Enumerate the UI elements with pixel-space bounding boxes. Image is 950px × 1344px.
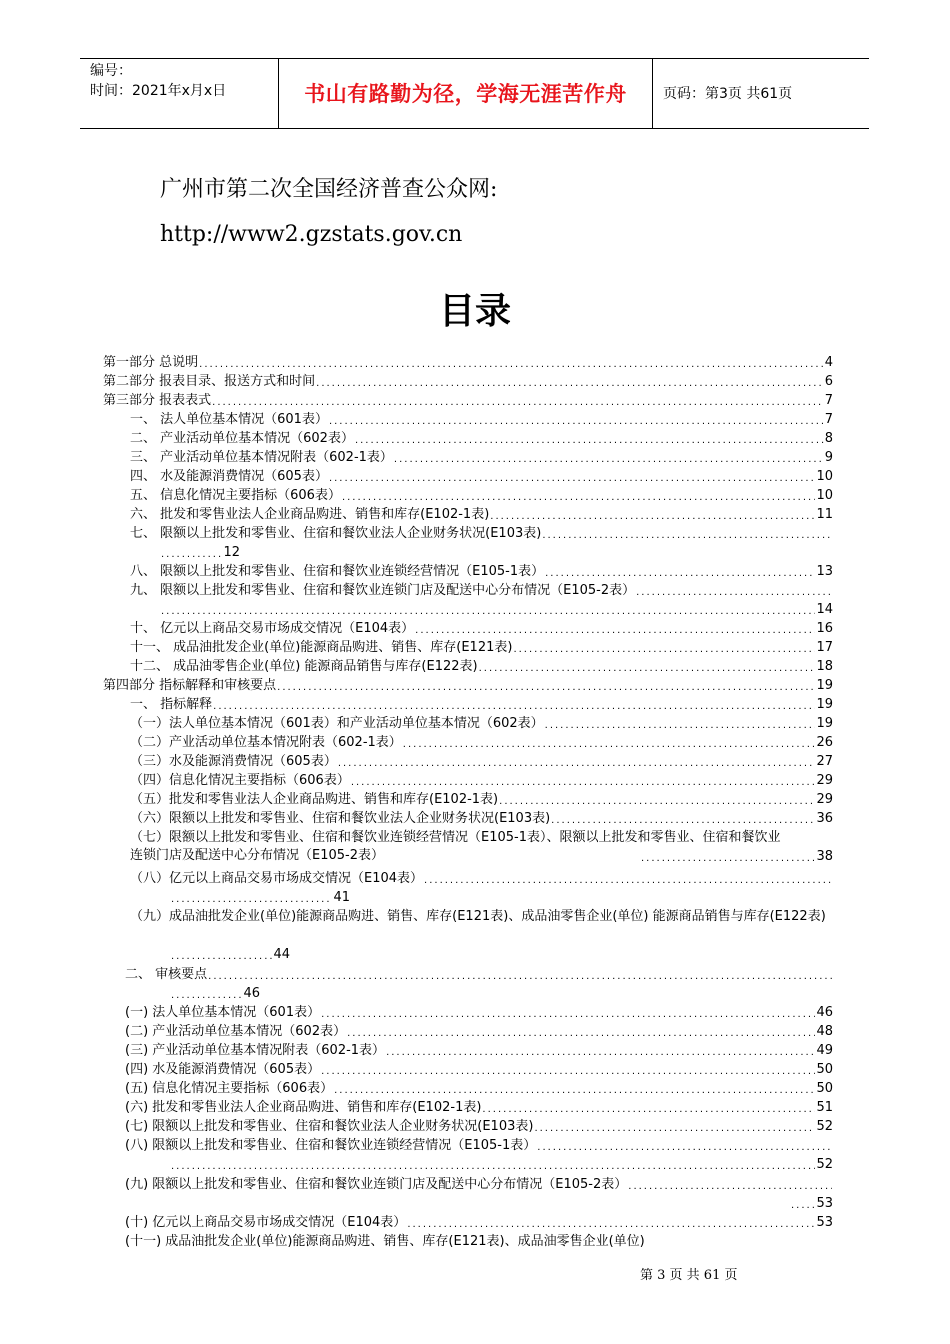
toc-label: （一）法人单位基本情况（601表）和产业活动单位基本情况（602表） bbox=[130, 716, 544, 731]
toc-leader bbox=[791, 1199, 815, 1213]
toc-page: 11 bbox=[816, 507, 833, 522]
toc-label: （三）水及能源消费情况（605表） bbox=[130, 754, 337, 769]
toc-label: 三、 产业活动单位基本情况附表（602-1表） bbox=[130, 450, 393, 465]
toc-leader bbox=[545, 719, 816, 733]
toc-label: （九）成品油批发企业(单位)能源商品购进、销售、库存(E121表)、成品油零售企业(单位) 能源商品销售与库存(E122表) bbox=[130, 909, 826, 924]
toc-page: 16 bbox=[816, 621, 833, 636]
toc-label: （四）信息化情况主要指标（606表） bbox=[130, 773, 350, 788]
toc-label: （八）亿元以上商品交易市场成交情况（E104表） bbox=[130, 871, 424, 886]
toc-entry[interactable] bbox=[130, 791, 833, 809]
toc-page: 52 bbox=[816, 1119, 833, 1134]
toc-entry-continuation[interactable] bbox=[790, 1195, 833, 1213]
toc-entry-continuation[interactable] bbox=[170, 985, 260, 1003]
toc-entry[interactable] bbox=[130, 639, 833, 657]
toc-page: 36 bbox=[816, 811, 833, 826]
toc-entry[interactable] bbox=[130, 563, 833, 581]
toc-entry[interactable] bbox=[125, 1004, 833, 1022]
header-bottom-rule bbox=[80, 128, 869, 129]
toc-page: 10 bbox=[816, 488, 833, 503]
toc-entry[interactable] bbox=[103, 354, 833, 372]
toc-entry[interactable] bbox=[130, 582, 833, 600]
toc-label: （五）批发和零售业法人企业商品购进、销售和库存(E102-1表) bbox=[130, 792, 499, 807]
toc-label: (十) 亿元以上商品交易市场成交情况（E104表） bbox=[125, 1215, 407, 1230]
toc-label: (十一) 成品油批发企业(单位)能源商品购进、销售、库存(E121表)、成品油零售企业(单位) bbox=[125, 1234, 645, 1249]
toc-leader bbox=[394, 453, 824, 467]
toc-leader bbox=[424, 874, 832, 888]
toc-label: 第一部分 总说明 bbox=[103, 355, 199, 370]
toc-leader bbox=[316, 377, 824, 391]
toc-label: 五、 信息化情况主要指标（606表） bbox=[130, 488, 341, 503]
toc-label: (四) 水及能源消费情况（605表） bbox=[125, 1062, 321, 1077]
toc-entry-continuation[interactable] bbox=[160, 601, 833, 619]
toc-page: 38 bbox=[816, 849, 833, 864]
toc-leader bbox=[415, 624, 815, 638]
toc-page: 8 bbox=[824, 431, 833, 446]
time-label: 时间：2021年x月x日 bbox=[90, 83, 227, 99]
toc-entry[interactable] bbox=[130, 810, 833, 828]
toc-page: 27 bbox=[816, 754, 833, 769]
toc-label: 第三部分 报表表式 bbox=[103, 393, 212, 408]
toc-entry[interactable] bbox=[103, 392, 833, 410]
toc-leader bbox=[199, 358, 824, 372]
toc-entry[interactable] bbox=[130, 468, 833, 486]
header-meta bbox=[80, 58, 279, 128]
toc-entry[interactable] bbox=[103, 373, 833, 391]
toc-entry-continuation[interactable] bbox=[160, 544, 240, 562]
toc-entry-continuation[interactable] bbox=[640, 848, 833, 866]
toc-leader bbox=[342, 491, 816, 505]
toc-label: (七) 限额以上批发和零售业、住宿和餐饮业法人企业财务状况(E103表) bbox=[125, 1119, 534, 1134]
toc-label: 十二、 成品油零售企业(单位) 能源商品销售与库存(E122表) bbox=[130, 659, 478, 674]
toc-page: 51 bbox=[816, 1100, 833, 1115]
number-label: 编号： bbox=[90, 63, 132, 79]
toc-entry[interactable] bbox=[125, 1099, 833, 1117]
toc-leader bbox=[171, 893, 332, 907]
toc-leader bbox=[171, 950, 272, 964]
toc-label: (二) 产业活动单位基本情况（602表） bbox=[125, 1024, 347, 1039]
toc-label: 二、 审核要点 bbox=[125, 967, 208, 982]
toc-page: 49 bbox=[816, 1043, 833, 1058]
header-page-info: 页码：第3页 共61页 bbox=[663, 86, 793, 102]
page-title: 目录 bbox=[438, 291, 511, 332]
toc-leader bbox=[161, 605, 815, 619]
toc-page: 53 bbox=[816, 1215, 833, 1230]
toc-label: 八、 限额以上批发和零售业、住宿和餐饮业连锁经营情况（E105-1表） bbox=[130, 564, 545, 579]
toc-label: （七）限额以上批发和零售业、住宿和餐饮业连锁经营情况（E105-1表）、限额以上批发和零售业、住宿和餐饮业连锁门店及配送中心分布情况（E105-2表） bbox=[130, 830, 781, 863]
toc-leader bbox=[551, 814, 815, 828]
toc-page: 48 bbox=[816, 1024, 833, 1039]
toc-page: 6 bbox=[824, 374, 833, 389]
toc-leader bbox=[407, 1218, 815, 1232]
toc-entry[interactable] bbox=[130, 753, 833, 771]
toc-entry[interactable] bbox=[125, 1061, 833, 1079]
toc-entry[interactable] bbox=[130, 525, 833, 543]
toc-entry-continuation[interactable] bbox=[170, 946, 290, 964]
toc-label: (八) 限额以上批发和零售业、住宿和餐饮业连锁经营情况（E105-1表） bbox=[125, 1138, 537, 1153]
toc-label: 七、 限额以上批发和零售业、住宿和餐饮业法人企业财务状况(E103表) bbox=[130, 526, 542, 541]
toc-entry[interactable] bbox=[125, 966, 833, 984]
toc-page: 19 bbox=[816, 678, 833, 693]
toc-leader bbox=[208, 970, 832, 984]
toc-leader bbox=[212, 396, 824, 410]
toc-label: (六) 批发和零售业法人企业商品购进、销售和库存(E102-1表) bbox=[125, 1100, 482, 1115]
toc-page: 26 bbox=[816, 735, 833, 750]
toc-entry-multiline[interactable] bbox=[130, 908, 833, 946]
toc-leader bbox=[537, 1141, 832, 1155]
toc-leader bbox=[329, 472, 816, 486]
toc-label: 第二部分 报表目录、报送方式和时间 bbox=[103, 374, 316, 389]
toc-page: 7 bbox=[824, 412, 833, 427]
toc-leader bbox=[321, 1008, 815, 1022]
toc-leader bbox=[161, 548, 222, 562]
toc-entry[interactable] bbox=[130, 449, 833, 467]
toc-entry[interactable] bbox=[125, 1023, 833, 1041]
toc-entry-continuation[interactable] bbox=[170, 889, 350, 907]
toc-label: (五) 信息化情况主要指标（606表） bbox=[125, 1081, 334, 1096]
toc-page: 50 bbox=[816, 1081, 833, 1096]
toc-label: 一、 指标解释 bbox=[130, 697, 213, 712]
toc-entry[interactable] bbox=[125, 1233, 833, 1251]
toc-entry[interactable] bbox=[125, 1042, 833, 1060]
toc-page: 44 bbox=[273, 947, 290, 962]
toc-leader bbox=[534, 1122, 815, 1136]
toc-leader bbox=[403, 738, 816, 752]
toc-entry[interactable] bbox=[125, 1118, 833, 1136]
toc-entry[interactable] bbox=[130, 734, 833, 752]
toc-entry[interactable] bbox=[125, 1214, 833, 1232]
page-footer: 第 3 页 共 61 页 bbox=[640, 1268, 738, 1283]
toc-entry[interactable] bbox=[130, 658, 833, 676]
toc-page: 9 bbox=[824, 450, 833, 465]
toc-page: 7 bbox=[824, 393, 833, 408]
toc-page: 19 bbox=[816, 697, 833, 712]
toc-leader bbox=[347, 1027, 815, 1041]
toc-leader bbox=[171, 1160, 815, 1174]
toc-leader bbox=[213, 700, 815, 714]
toc-label: (三) 产业活动单位基本情况附表（602-1表） bbox=[125, 1043, 386, 1058]
toc-entry[interactable] bbox=[130, 506, 833, 524]
intro-line-1: 广州市第二次全国经济普查公众网: bbox=[160, 177, 498, 202]
toc-entry[interactable] bbox=[125, 1080, 833, 1098]
toc-label: （六）限额以上批发和零售业、住宿和餐饮业法人企业财务状况(E103表) bbox=[130, 811, 551, 826]
toc-label: 九、 限额以上批发和零售业、住宿和餐饮业连锁门店及配送中心分布情况（E105-2表） bbox=[130, 583, 636, 598]
toc-label: 二、 产业活动单位基本情况（602表） bbox=[130, 431, 354, 446]
toc-label: 四、 水及能源消费情况（605表） bbox=[130, 469, 328, 484]
toc-leader bbox=[386, 1046, 815, 1060]
toc-page: 46 bbox=[243, 986, 260, 1001]
toc-page: 13 bbox=[816, 564, 833, 579]
toc-leader bbox=[545, 567, 815, 581]
document-header bbox=[80, 58, 869, 128]
toc-leader bbox=[499, 795, 815, 809]
toc-leader bbox=[338, 757, 816, 771]
toc-leader bbox=[513, 643, 815, 657]
header-motto-cell bbox=[279, 58, 653, 128]
toc-page: 10 bbox=[816, 469, 833, 484]
toc-leader bbox=[636, 586, 832, 600]
toc-label: 第四部分 指标解释和审核要点 bbox=[103, 678, 277, 693]
toc-leader bbox=[321, 1065, 815, 1079]
toc-entry[interactable] bbox=[130, 696, 833, 714]
toc-label: （二）产业活动单位基本情况附表（602-1表） bbox=[130, 735, 402, 750]
toc-page: 12 bbox=[223, 545, 240, 560]
toc-page: 50 bbox=[816, 1062, 833, 1077]
toc-page: 4 bbox=[824, 355, 833, 370]
toc-page: 14 bbox=[816, 602, 833, 617]
toc-page: 17 bbox=[816, 640, 833, 655]
toc-leader bbox=[482, 1103, 815, 1117]
toc-entry[interactable] bbox=[130, 620, 833, 638]
toc-leader bbox=[334, 1084, 815, 1098]
toc-entry[interactable] bbox=[130, 430, 833, 448]
toc-entry[interactable] bbox=[130, 715, 833, 733]
toc-label: 一、 法人单位基本情况（601表） bbox=[130, 412, 328, 427]
toc-page: 53 bbox=[816, 1196, 833, 1211]
toc-page: 19 bbox=[816, 716, 833, 731]
toc-leader bbox=[351, 776, 816, 790]
motto: 书山有路勤为径，学海无涯苦作舟 bbox=[304, 82, 627, 106]
toc-label: 十一、 成品油批发企业(单位)能源商品购进、销售、库存(E121表) bbox=[130, 640, 513, 655]
toc-page: 29 bbox=[816, 773, 833, 788]
toc-leader bbox=[542, 529, 832, 543]
toc-entry[interactable] bbox=[130, 870, 833, 888]
toc-entry-continuation[interactable] bbox=[170, 1156, 833, 1174]
toc-entry[interactable] bbox=[130, 487, 833, 505]
toc-leader bbox=[277, 681, 815, 695]
toc-leader bbox=[355, 434, 824, 448]
toc-label: (一) 法人单位基本情况（601表） bbox=[125, 1005, 321, 1020]
toc-leader bbox=[490, 510, 815, 524]
toc-leader bbox=[641, 852, 815, 866]
toc-page: 52 bbox=[816, 1157, 833, 1172]
toc-label: 六、 批发和零售业法人企业商品购进、销售和库存(E102-1表) bbox=[130, 507, 490, 522]
toc-leader bbox=[329, 415, 824, 429]
toc-label: (九) 限额以上批发和零售业、住宿和餐饮业连锁门店及配送中心分布情况（E105-2表） bbox=[125, 1177, 628, 1192]
toc-entry[interactable] bbox=[125, 1176, 833, 1194]
toc-page: 41 bbox=[333, 890, 350, 905]
toc-entry[interactable] bbox=[103, 677, 833, 695]
intro-url[interactable]: http://www2.gzstats.gov.cn bbox=[160, 222, 463, 247]
toc-leader bbox=[628, 1180, 832, 1194]
toc-page: 46 bbox=[816, 1005, 833, 1020]
toc-entry[interactable] bbox=[130, 772, 833, 790]
toc-entry[interactable] bbox=[125, 1137, 833, 1155]
toc-leader bbox=[171, 989, 242, 1003]
toc-page: 29 bbox=[816, 792, 833, 807]
toc-label: 十、 亿元以上商品交易市场成交情况（E104表） bbox=[130, 621, 415, 636]
toc-leader bbox=[479, 662, 816, 676]
toc-entry[interactable] bbox=[130, 411, 833, 429]
toc-page: 18 bbox=[816, 659, 833, 674]
